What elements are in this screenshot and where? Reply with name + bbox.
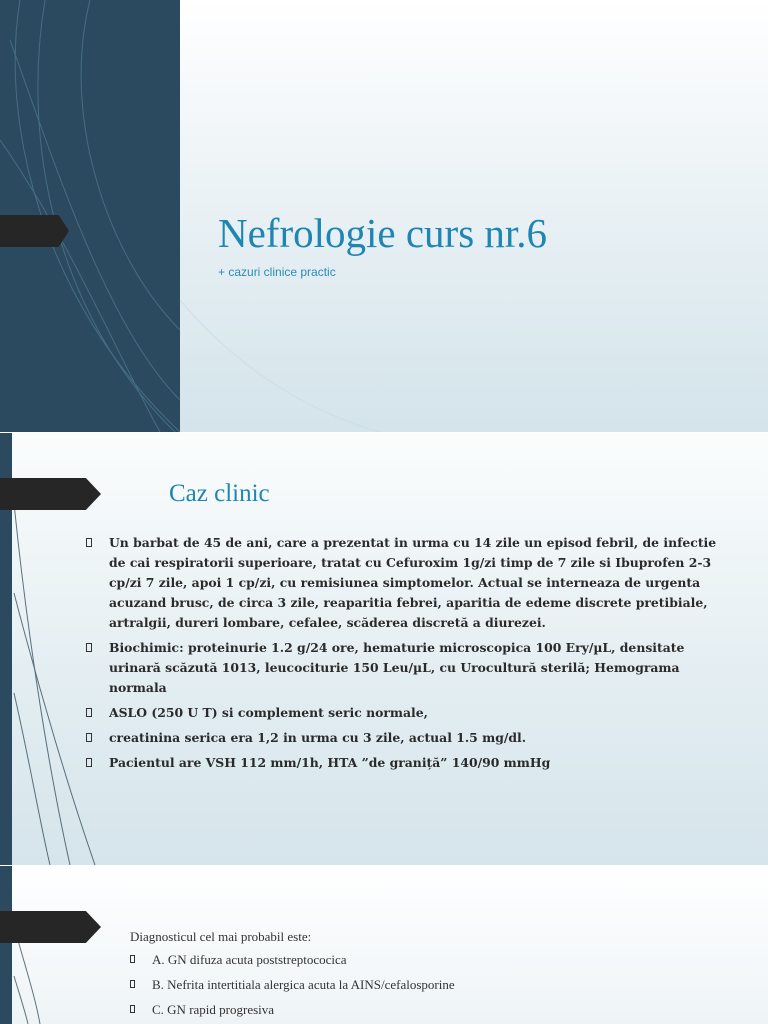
case-bullet-text: Un barbat de 45 de ani, care a prezentat in urma cu 14 zile un episod febril, de infectie de cai respiratorii superioare, tratat cu Cefuroxim 1g/zi timp de 7 zile si Ibuprofen 2-3 cp/zi 7 zile, apoi 1 cp/zi, cu remisiunea simptomelor. Actual se interneaza de urgenta acuzand brusc, de circa 3 zile, reaparitia febrei, aparitia de edeme discrete pretibiale, artralgii, dureri lombare, cefalee, scăderea discretă a diurezei. bbox=[109, 535, 717, 630]
answer-option-text: A. GN difuza acuta poststreptococica bbox=[152, 952, 347, 967]
case-bullet-text: ASLO (250 U T) si complement seric normale, bbox=[109, 705, 428, 720]
bullet-marker-icon bbox=[86, 643, 92, 652]
case-bullet-text: creatinina serica era 1,2 in urma cu 3 zile, actual 1.5 mg/dl. bbox=[109, 730, 527, 745]
case-bullet bbox=[86, 638, 718, 698]
slide-arrow-marker bbox=[0, 911, 101, 943]
case-bullet bbox=[86, 533, 718, 633]
slide-title: Nefrologie curs nr.6 bbox=[218, 210, 548, 256]
bullet-marker-icon bbox=[86, 538, 92, 547]
case-bullet bbox=[86, 728, 718, 748]
case-heading: Caz clinic bbox=[169, 480, 270, 507]
case-slide bbox=[0, 433, 768, 865]
bullet-marker-icon bbox=[130, 1005, 135, 1013]
bullet-marker-icon bbox=[86, 733, 92, 742]
case-bullet-text: Pacientul are VSH 112 mm/1h, HTA ”de graniță” 140/90 mmHg bbox=[109, 755, 551, 770]
question-text: Diagnosticul cel mai probabil este: bbox=[130, 929, 312, 944]
case-bullet bbox=[86, 703, 718, 723]
slide-arrow-marker bbox=[0, 215, 69, 247]
answer-option-text: C. GN rapid progresiva bbox=[152, 1002, 275, 1017]
title-slide bbox=[0, 0, 768, 432]
case-bullet-list bbox=[86, 533, 718, 778]
answer-option bbox=[130, 950, 455, 975]
bullet-marker-icon bbox=[86, 708, 92, 717]
slide-arrow-marker bbox=[0, 478, 101, 510]
answer-option bbox=[130, 975, 455, 1000]
case-bullet bbox=[86, 753, 718, 773]
case-bullet-text: Biochimic: proteinurie 1.2 g/24 ore, hematurie microscopica 100 Ery/µL, densitate urinară scăzută 1013, leucociturie 150 Leu/µL, cu Urocultură sterilă; Hemograma normala bbox=[109, 640, 685, 695]
bullet-marker-icon bbox=[86, 758, 92, 767]
bullet-marker-icon bbox=[130, 955, 135, 963]
slide-subtitle: + cazuri clinice practic bbox=[218, 265, 336, 279]
question-slide bbox=[0, 866, 768, 1024]
answer-option-text: B. Nefrita intertitiala alergica acuta la AINS/cefalosporine bbox=[152, 977, 455, 992]
answer-option bbox=[130, 1000, 455, 1024]
bullet-marker-icon bbox=[130, 980, 135, 988]
answer-option-list bbox=[130, 950, 455, 1024]
